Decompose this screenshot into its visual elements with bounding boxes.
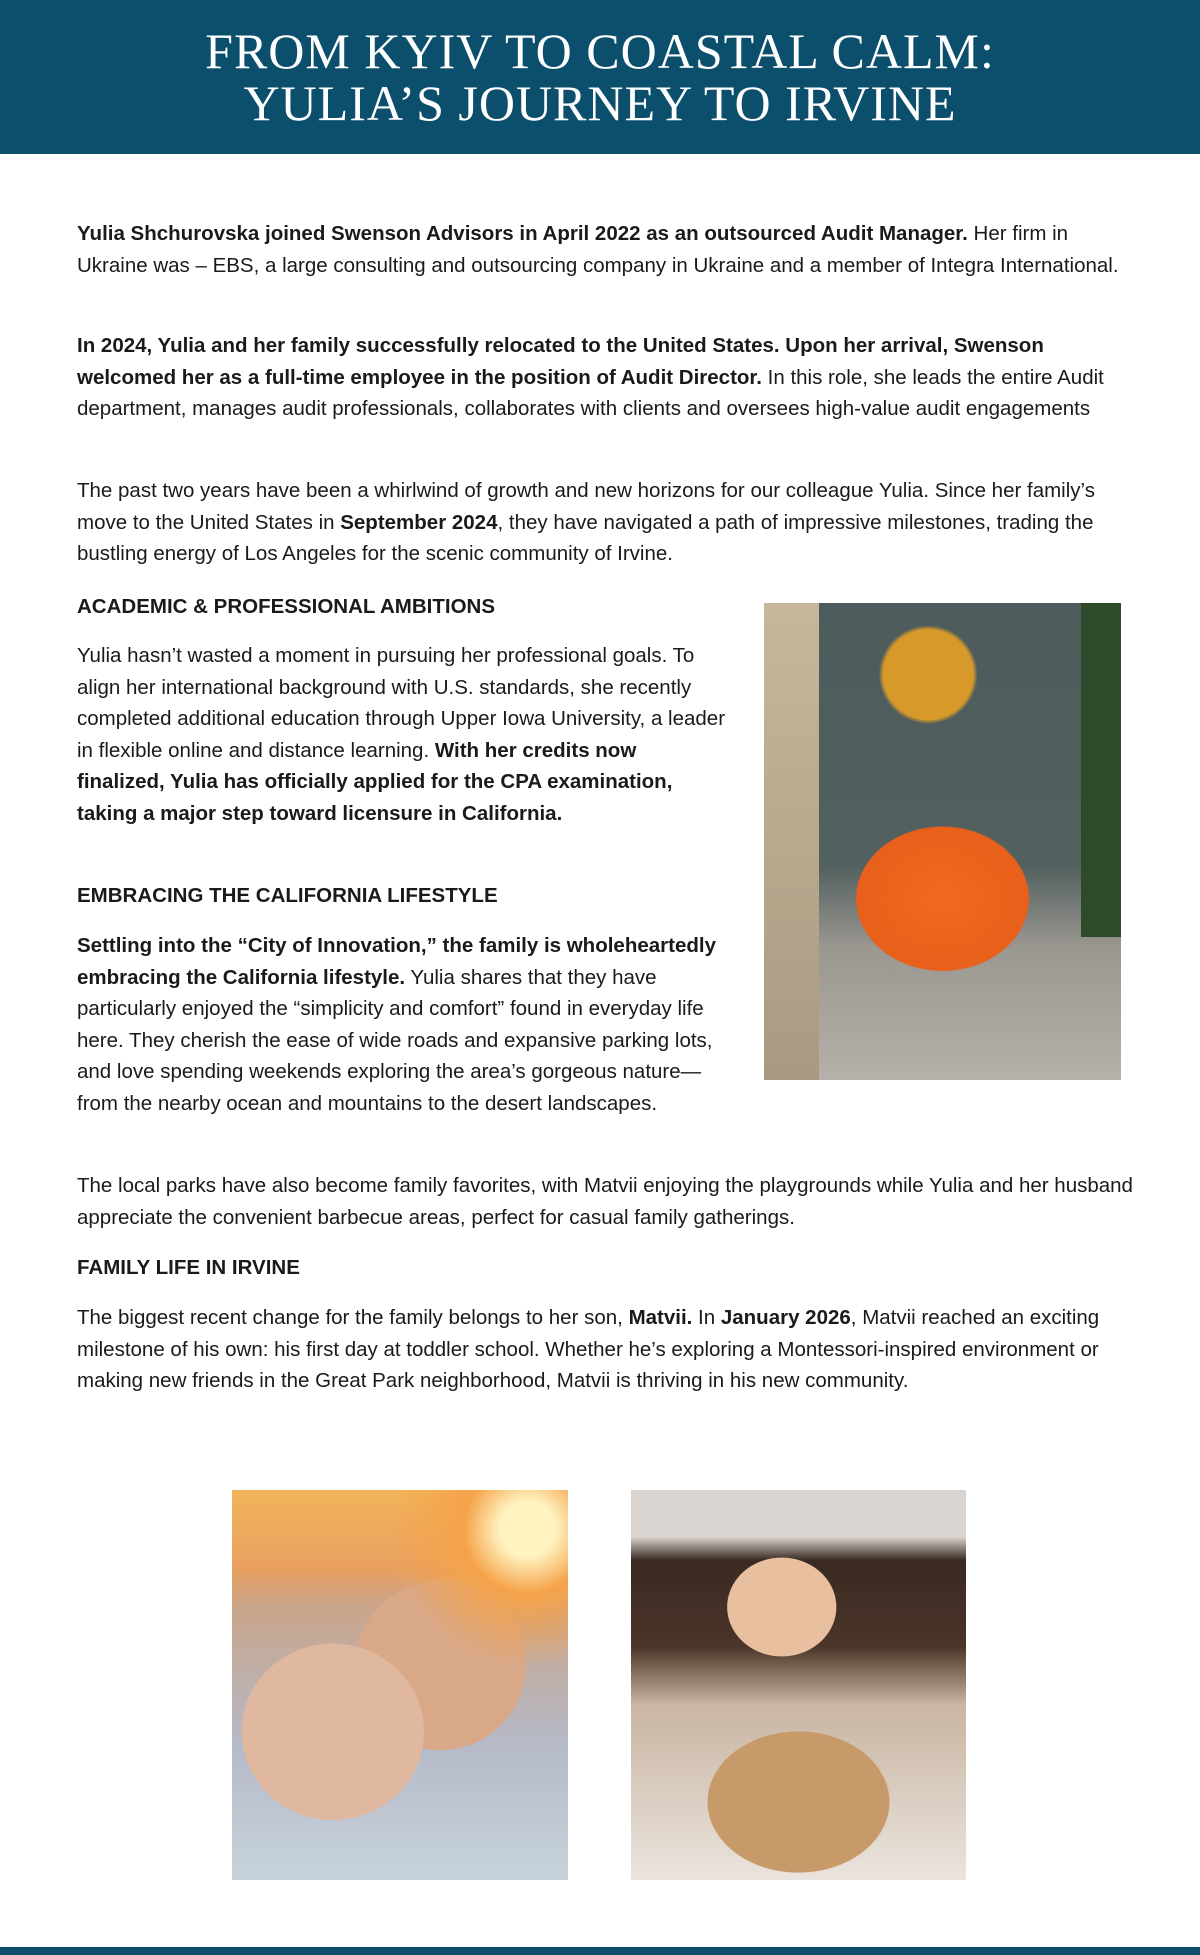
section-heading-academic: ACADEMIC & PROFESSIONAL AMBITIONS — [77, 595, 495, 618]
intro-text: , they have navigated a path of impressive milestones, trading the bustling energy of Los Angeles for the scenic community of Irvine. — [77, 510, 1094, 565]
toddler-school-photo — [631, 1490, 966, 1880]
intro-bold: Yulia Shchurovska joined Swenson Advisors in April 2022 as an outsourced Audit Manager. — [77, 222, 968, 245]
intro-paragraph-1 — [77, 218, 1127, 281]
lifestyle-text: Yulia shares that they have particularly enjoyed the “simplicity and comfort” found in everyday life here. They cherish the ease of wide roads and expansive parking lots, and love spending weekends exploring the area’s gorgeous nature—from the nearby ocean and mountains to the desert landscapes. — [77, 965, 713, 1115]
family-text: In — [692, 1306, 721, 1329]
footer-bar — [0, 1947, 1200, 1955]
intro-text: The past two years have been a whirlwind of growth and new horizons for our colleague Yulia. Since her family’s move to the United States in — [77, 479, 1095, 534]
intro-text: Her firm in Ukraine was – EBS, a large consulting and outsourcing company in Ukraine and a member of Integra International. — [77, 222, 1119, 277]
section-heading-lifestyle: EMBRACING THE CALIFORNIA LIFESTYLE — [77, 884, 498, 907]
page-header — [0, 0, 1200, 154]
parks-paragraph: The local parks have also become family favorites, with Matvii enjoying the playgrounds while Yulia and her husband appreciate the convenient barbecue areas, perfect for casual family gatherings. — [77, 1174, 1133, 1229]
intro-paragraph-3 — [77, 475, 1137, 570]
lifestyle-bold: Settling into the “City of Innovation,” the family is wholeheartedly embracing the California lifestyle. — [77, 934, 716, 989]
section-heading-family: FAMILY LIFE IN IRVINE — [77, 1256, 300, 1279]
lifestyle-paragraph — [77, 930, 717, 1119]
intro-paragraph-2 — [77, 330, 1137, 425]
intro-text: In this role, she leads the entire Audit department, manages audit professionals, collaborates with clients and oversees high-value audit engagements — [77, 365, 1104, 420]
family-text: , Matvii reached an exciting milestone of his own: his first day at toddler school. Whether he’s exploring a Montessori-inspired environment or making new friends in the Great Park neighborhood, Matvii is thriving in his new community. — [77, 1306, 1100, 1392]
beach-selfie-photo — [232, 1490, 568, 1880]
date-highlight: September 2024 — [340, 510, 498, 534]
name-highlight: Matvii. — [628, 1306, 693, 1329]
academic-bold: With her credits now finalized, Yulia has officially applied for the CPA examination, taking a major step toward licensure in California. — [77, 738, 673, 825]
title-line-2: YULIA’S JOURNEY TO IRVINE — [243, 75, 957, 131]
family-text: The biggest recent change for the family belongs to her son, — [77, 1306, 629, 1329]
academic-paragraph — [77, 640, 727, 829]
family-paragraph — [77, 1302, 1117, 1397]
title-line-1: FROM KYIV TO COASTAL CALM: — [205, 23, 995, 79]
date-highlight: January 2026 — [720, 1306, 851, 1329]
family-halloween-photo — [764, 603, 1121, 1080]
intro-bold: In 2024, Yulia and her family successfully relocated to the United States. Upon her arrival, Swenson welcomed her as a full-time employee in the position of Audit Director. — [77, 334, 1044, 389]
academic-text: Yulia hasn’t wasted a moment in pursuing her professional goals. To align her international background with U.S. standards, she recently completed additional education through Upper Iowa University, a leader in flexible online and distance learning. — [77, 644, 726, 762]
